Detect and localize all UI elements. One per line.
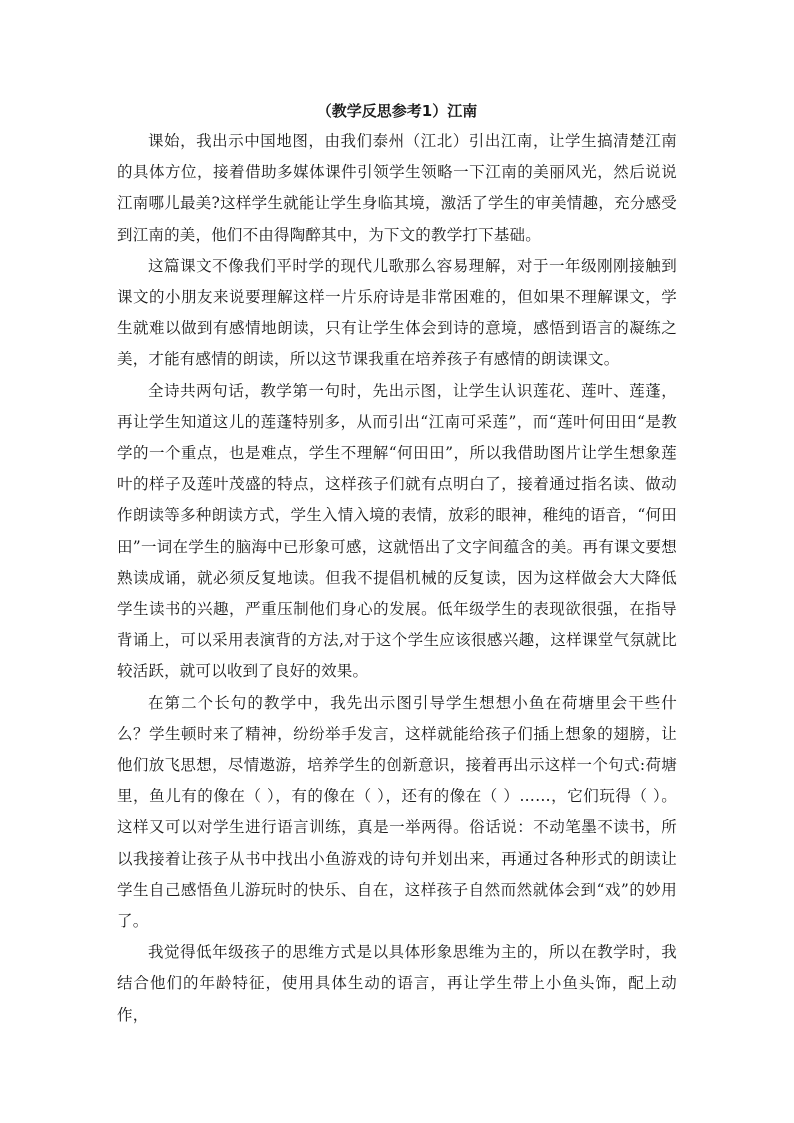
paragraph-first-sentence: 全诗共两句话，教学第一句时，先出示图，让学生认识莲花、莲叶、莲蓬，再让学生知道这儿的莲蓬特别多，从而引出“江南可采莲”，而“莲叶何田田“是教学的一个重点，也是难点，学生不理解“何田田”，所以我借助图片让学生想象莲叶的样子及莲叶茂盛的特点，这样孩子们就有点明白了，接着通过指名读、做动作朗读等多种朗读方式，学生入情入境的表情，放彩的眼神，稚纯的语音，“何田田”一词在学生的脑海中已形象可感，这就悟出了文字间蕴含的美。再有课文要想熟读成诵，就必须反复地读。但我不提倡机械的反复读，因为这样做会大大降低学生读书的兴趣，严重压制他们身心的发展。低年级学生的表现欲很强，在指导背诵上，可以采用表演背的方法,对于这个学生应该很感兴趣，这样课堂气氛就比较活跃，就可以收到了良好的效果。 [117, 381, 677, 681]
document-title: （教学反思参考1）江南 [316, 102, 478, 120]
paragraph-second-sentence: 在第二个长句的教学中，我先出示图引导学生想想小鱼在荷塘里会干些什么？学生顿时来了精神，纷纷举手发言，这样就能给孩子们插上想象的翅膀，让他们放飞思想，尽情遨游，培养学生的创新意识，接着再出示这样一个句式:荷塘里，鱼儿有的像在（ ），有的像在（ ），还有的像在（ ）……，它们玩得（ ）。这样又可以对学生进行语言训练，真是一举两得。俗话说：不动笔墨不读书，所以我接着让孩子从书中找出小鱼游戏的诗句并划出来，再通过各种形式的朗读让学生自己感悟鱼儿游玩时的快乐、自在，这样孩子自然而然就体会到“戏”的妙用了。 [117, 693, 677, 931]
paragraph-intro: 课始，我出示中国地图，由我们泰州（江北）引出江南，让学生搞清楚江南的具体方位，接着借助多媒体课件引领学生领略一下江南的美丽风光，然后说说江南哪儿最美?这样学生就能让学生身临其境，激活了学生的审美情趣，充分感受到江南的美，他们不由得陶醉其中，为下文的教学打下基础。 [117, 132, 677, 244]
paragraph-conclusion: 我觉得低年级孩子的思维方式是以具体形象思维为主的，所以在教学时，我结合他们的年龄特征，使用具体生动的语言，再让学生带上小鱼头饰，配上动作， [117, 943, 677, 1024]
paragraph-difficulty: 这篇课文不像我们平时学的现代儿歌那么容易理解，对于一年级刚刚接触到课文的小朋友来说要理解这样一片乐府诗是非常困难的，但如果不理解课文，学生就难以做到有感情地朗读，只有让学生体会到诗的意境，感悟到语言的凝练之美，才能有感情的朗读，所以这节课我重在培养孩子有感情的朗读课文。 [117, 256, 677, 369]
document-page [117, 98, 677, 1031]
